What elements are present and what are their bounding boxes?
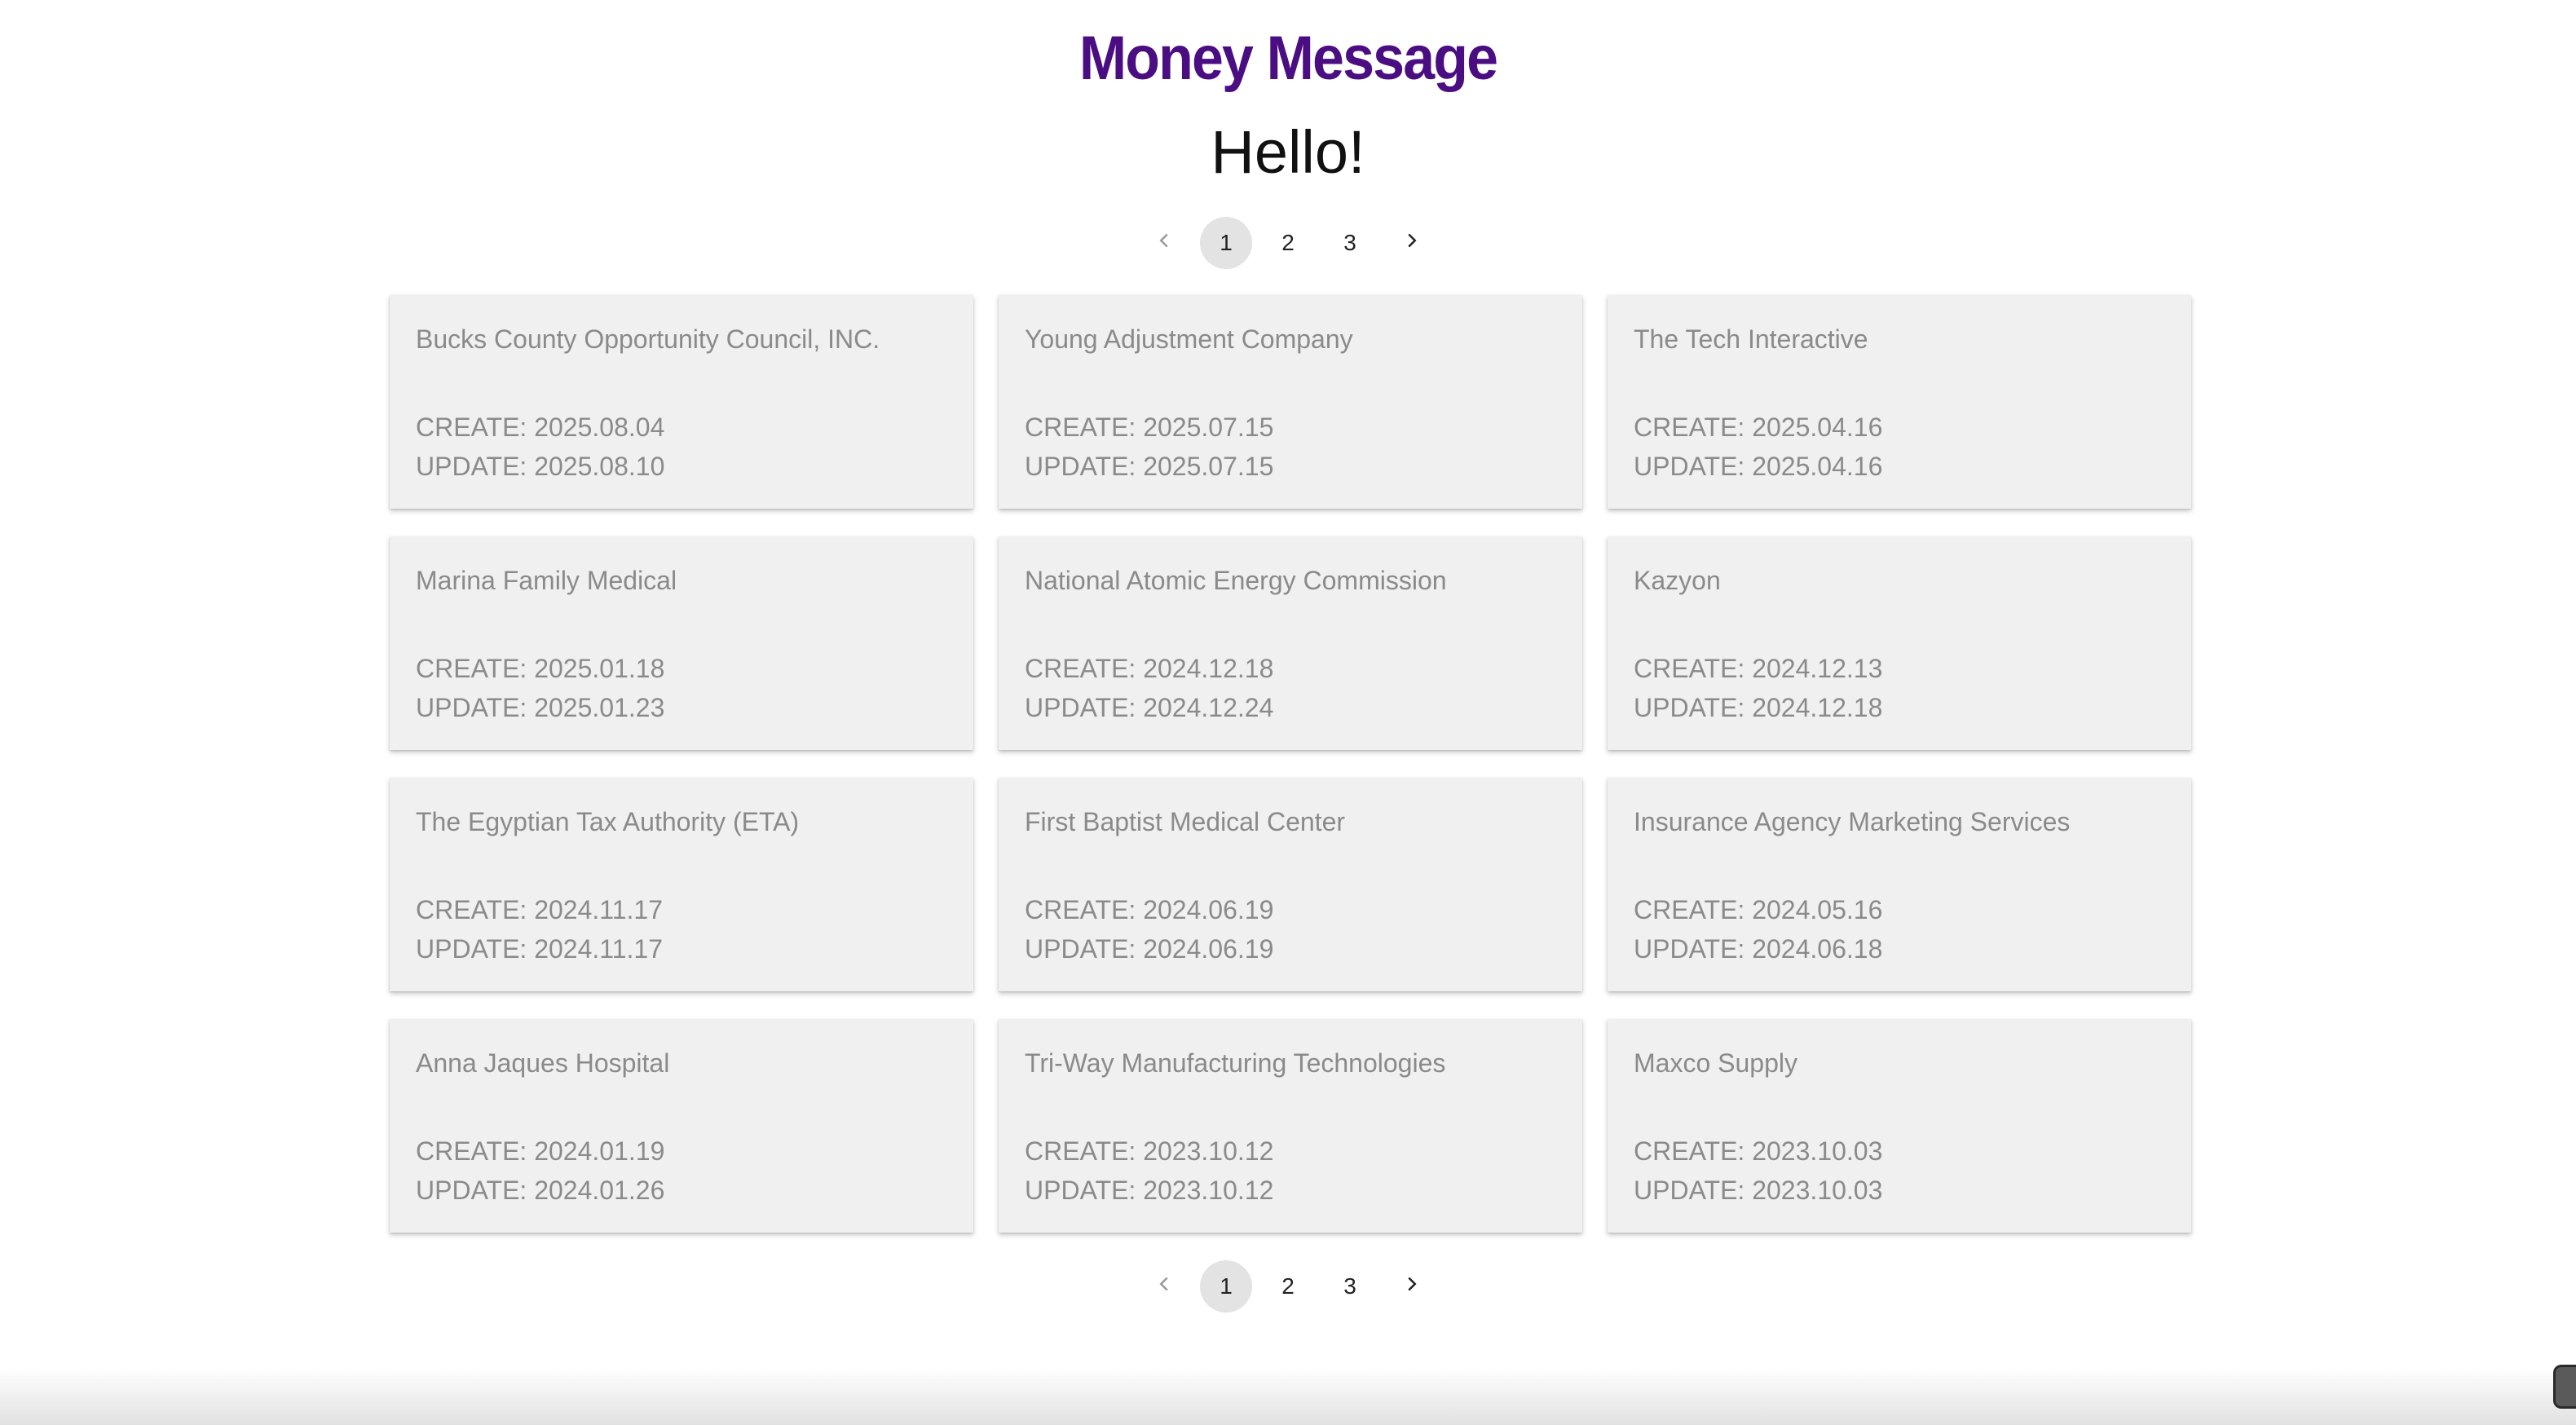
page-button-2[interactable]: 2 <box>1281 230 1295 255</box>
next-page-button[interactable] <box>1386 217 1438 269</box>
created-date: CREATE: 2025.01.18 <box>416 654 665 683</box>
company-card[interactable] <box>1608 778 2191 991</box>
updated-date: UPDATE: 2023.10.03 <box>1634 1176 1883 1205</box>
created-date: CREATE: 2025.08.04 <box>416 412 665 442</box>
updated-date: UPDATE: 2024.12.18 <box>1634 693 1883 722</box>
chevron-left-icon <box>1152 1272 1176 1302</box>
prev-page-button[interactable] <box>1138 217 1190 269</box>
company-card[interactable] <box>1608 295 2191 509</box>
updated-date: UPDATE: 2023.10.12 <box>1025 1176 1274 1205</box>
created-date: CREATE: 2023.10.12 <box>1025 1136 1274 1166</box>
created-date: CREATE: 2024.01.19 <box>416 1136 665 1166</box>
page-button-1[interactable]: 1 <box>1200 1260 1252 1312</box>
pagination-bottom <box>0 1260 2576 1312</box>
updated-date: UPDATE: 2024.12.24 <box>1025 693 1274 722</box>
created-date: CREATE: 2025.04.16 <box>1634 412 1883 442</box>
updated-date: UPDATE: 2025.04.16 <box>1634 452 1883 481</box>
page-button-1[interactable]: 1 <box>1200 217 1252 269</box>
page-greeting: Hello! <box>1211 118 1365 186</box>
chevron-right-icon <box>1400 1272 1424 1302</box>
chevron-left-icon <box>1152 228 1176 258</box>
company-name: Insurance Agency Marketing Services <box>1634 807 2071 836</box>
chevron-right-icon <box>1400 228 1424 258</box>
company-card[interactable] <box>1608 536 2191 750</box>
created-date: CREATE: 2024.12.18 <box>1025 654 1274 683</box>
company-name: Anna Jaques Hospital <box>416 1048 670 1078</box>
company-card[interactable] <box>390 778 973 991</box>
company-name: National Atomic Energy Commission <box>1025 566 1447 595</box>
company-card[interactable] <box>999 536 1582 750</box>
company-name: Tri-Way Manufacturing Technologies <box>1025 1048 1446 1078</box>
created-date: CREATE: 2024.11.17 <box>416 895 663 924</box>
created-date: CREATE: 2023.10.03 <box>1634 1136 1883 1166</box>
company-card[interactable] <box>999 1019 1582 1233</box>
bottom-shadow <box>0 1368 2576 1425</box>
updated-date: UPDATE: 2025.08.10 <box>416 452 665 481</box>
company-name: Kazyon <box>1634 566 1721 595</box>
company-card[interactable] <box>390 295 973 509</box>
updated-date: UPDATE: 2025.07.15 <box>1025 452 1274 481</box>
side-tab-handle[interactable] <box>2553 1365 2576 1409</box>
company-name: Bucks County Opportunity Council, INC. <box>416 324 880 354</box>
company-card[interactable] <box>1608 1019 2191 1233</box>
company-name: The Egyptian Tax Authority (ETA) <box>416 807 800 836</box>
created-date: CREATE: 2024.12.13 <box>1634 654 1883 683</box>
pagination-top <box>0 217 2576 269</box>
prev-page-button[interactable] <box>1138 1260 1190 1312</box>
company-name: Maxco Supply <box>1634 1048 1797 1078</box>
site-logo[interactable]: Money Message <box>1078 24 1498 93</box>
company-card[interactable] <box>390 536 973 750</box>
next-page-button[interactable] <box>1386 1260 1438 1312</box>
updated-date: UPDATE: 2024.06.18 <box>1634 934 1883 964</box>
company-name: The Tech Interactive <box>1634 324 1868 354</box>
company-card[interactable] <box>999 778 1582 991</box>
company-card-grid <box>390 295 2191 1233</box>
updated-date: UPDATE: 2024.06.19 <box>1025 934 1274 964</box>
updated-date: UPDATE: 2025.01.23 <box>416 693 665 722</box>
page-button-2[interactable]: 2 <box>1281 1273 1295 1299</box>
company-name: Young Adjustment Company <box>1025 324 1353 354</box>
page-button-3[interactable]: 3 <box>1343 1273 1356 1299</box>
created-date: CREATE: 2025.07.15 <box>1025 412 1274 442</box>
company-name: First Baptist Medical Center <box>1025 807 1346 836</box>
company-card[interactable] <box>999 295 1582 509</box>
created-date: CREATE: 2024.05.16 <box>1634 895 1883 924</box>
company-name: Marina Family Medical <box>416 566 677 595</box>
updated-date: UPDATE: 2024.01.26 <box>416 1176 665 1205</box>
updated-date: UPDATE: 2024.11.17 <box>416 934 663 964</box>
company-card[interactable] <box>390 1019 973 1233</box>
created-date: CREATE: 2024.06.19 <box>1025 895 1274 924</box>
page-button-3[interactable]: 3 <box>1343 230 1356 255</box>
